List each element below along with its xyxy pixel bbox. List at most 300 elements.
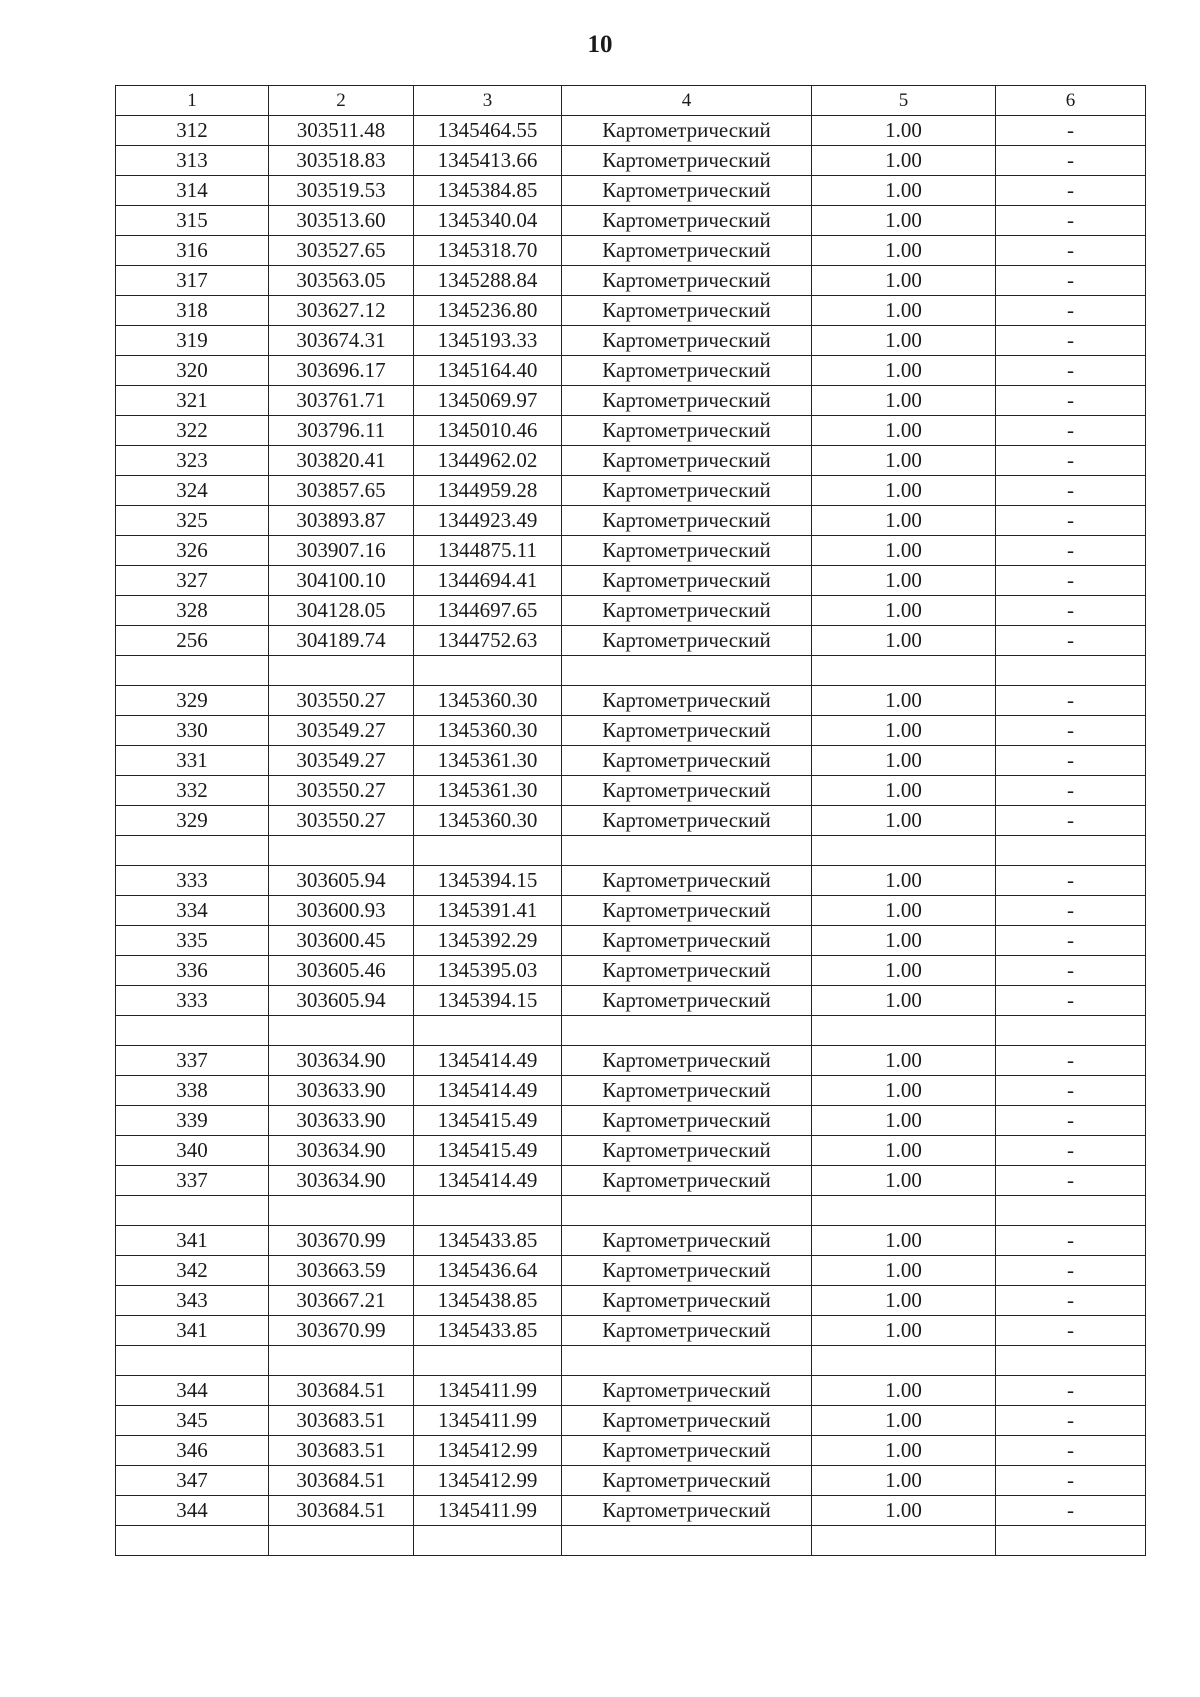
table-cell: 345: [116, 1406, 269, 1436]
table-cell: 316: [116, 236, 269, 266]
table-cell: Картометрический: [562, 236, 812, 266]
table-cell: 324: [116, 476, 269, 506]
table-cell: 1345193.33: [414, 326, 562, 356]
table-cell: 1.00: [812, 356, 996, 386]
table-cell: Картометрический: [562, 956, 812, 986]
table-cell: [562, 836, 812, 866]
table-row: [116, 1316, 1146, 1346]
table-cell: -: [996, 446, 1146, 476]
table-cell: 315: [116, 206, 269, 236]
table-cell: 303550.27: [269, 776, 414, 806]
table-cell: -: [996, 626, 1146, 656]
table-row: [116, 1106, 1146, 1136]
table-cell: 1345361.30: [414, 776, 562, 806]
table-cell: 325: [116, 506, 269, 536]
table-cell: 344: [116, 1376, 269, 1406]
table-cell: 303683.51: [269, 1406, 414, 1436]
table-cell: [269, 836, 414, 866]
table-cell: 303670.99: [269, 1316, 414, 1346]
table-row: [116, 596, 1146, 626]
table-cell: 1.00: [812, 1286, 996, 1316]
table-cell: 1.00: [812, 1106, 996, 1136]
table-cell: 1345414.49: [414, 1046, 562, 1076]
table-cell: 1.00: [812, 926, 996, 956]
table-cell: [812, 1526, 996, 1556]
table-cell: 1.00: [812, 326, 996, 356]
table-cell: 1.00: [812, 176, 996, 206]
table-cell: -: [996, 1226, 1146, 1256]
table-cell: 1345433.85: [414, 1226, 562, 1256]
table-cell: Картометрический: [562, 326, 812, 356]
table-cell: 333: [116, 986, 269, 1016]
table-cell: 317: [116, 266, 269, 296]
table-cell: 1.00: [812, 1376, 996, 1406]
table-cell: 1.00: [812, 596, 996, 626]
table-cell: -: [996, 1286, 1146, 1316]
table-cell: -: [996, 1166, 1146, 1196]
table-cell: 1.00: [812, 896, 996, 926]
table-row: [116, 476, 1146, 506]
table-cell: 1345361.30: [414, 746, 562, 776]
table-cell: [269, 1346, 414, 1376]
table-cell: 1.00: [812, 116, 996, 146]
table-cell: 1345412.99: [414, 1466, 562, 1496]
table-cell: Картометрический: [562, 746, 812, 776]
table-cell: 338: [116, 1076, 269, 1106]
table-cell: Картометрический: [562, 1376, 812, 1406]
table-cell: 1.00: [812, 1406, 996, 1436]
table-row: [116, 1436, 1146, 1466]
table-cell: 312: [116, 116, 269, 146]
table-cell: 330: [116, 716, 269, 746]
table-cell: 335: [116, 926, 269, 956]
table-row: [116, 1466, 1146, 1496]
table-cell: 323: [116, 446, 269, 476]
table-row: [116, 806, 1146, 836]
table-row: [116, 146, 1146, 176]
table-cell: -: [996, 536, 1146, 566]
table-cell: 303527.65: [269, 236, 414, 266]
table-cell: 1345392.29: [414, 926, 562, 956]
coordinates-table: [115, 85, 1146, 1556]
table-cell: 303511.48: [269, 116, 414, 146]
table-cell: -: [996, 296, 1146, 326]
table-cell: [996, 656, 1146, 686]
table-cell: 321: [116, 386, 269, 416]
table-cell: Картометрический: [562, 566, 812, 596]
table-cell: 303627.12: [269, 296, 414, 326]
table-cell: 303549.27: [269, 716, 414, 746]
table-cell: -: [996, 776, 1146, 806]
table-cell: -: [996, 1496, 1146, 1526]
table-cell: -: [996, 596, 1146, 626]
table-row: [116, 236, 1146, 266]
table-cell: [414, 1346, 562, 1376]
table-cell: 1345415.49: [414, 1106, 562, 1136]
table-cell: 1.00: [812, 476, 996, 506]
table-cell: 1.00: [812, 746, 996, 776]
table-cell: -: [996, 116, 1146, 146]
table-cell: 303550.27: [269, 806, 414, 836]
table-cell: 1345236.80: [414, 296, 562, 326]
table-cell: 329: [116, 806, 269, 836]
table-cell: 1345010.46: [414, 416, 562, 446]
table-cell: 342: [116, 1256, 269, 1286]
table-cell: 1345411.99: [414, 1406, 562, 1436]
table-cell: -: [996, 1316, 1146, 1346]
table-cell: 1345438.85: [414, 1286, 562, 1316]
table-cell: 1345391.41: [414, 896, 562, 926]
table-row: [116, 1286, 1146, 1316]
table-cell: [996, 1016, 1146, 1046]
table-cell: Картометрический: [562, 866, 812, 896]
table-row: [116, 1046, 1146, 1076]
table-cell: Картометрический: [562, 1316, 812, 1346]
table-cell: [116, 1346, 269, 1376]
table-cell: [562, 1016, 812, 1046]
table-cell: 1345288.84: [414, 266, 562, 296]
table-cell: [812, 656, 996, 686]
table-cell: 1345411.99: [414, 1496, 562, 1526]
table-cell: Картометрический: [562, 356, 812, 386]
table-separator-row: [116, 1196, 1146, 1226]
table-row: [116, 1496, 1146, 1526]
table-cell: 1345411.99: [414, 1376, 562, 1406]
table-cell: 303857.65: [269, 476, 414, 506]
table-cell: 303684.51: [269, 1376, 414, 1406]
table-row: [116, 866, 1146, 896]
table-cell: [996, 1346, 1146, 1376]
table-cell: 1345360.30: [414, 716, 562, 746]
table-cell: 303550.27: [269, 686, 414, 716]
table-cell: [812, 1016, 996, 1046]
table-row: [116, 776, 1146, 806]
table-cell: 1345433.85: [414, 1316, 562, 1346]
table-cell: -: [996, 1376, 1146, 1406]
table-cell: 303696.17: [269, 356, 414, 386]
table-cell: [269, 1196, 414, 1226]
table-row: [116, 536, 1146, 566]
table-cell: 341: [116, 1316, 269, 1346]
table-cell: [116, 1016, 269, 1046]
table-cell: Картометрический: [562, 1436, 812, 1466]
table-cell: 1345413.66: [414, 146, 562, 176]
table-cell: 328: [116, 596, 269, 626]
table-cell: [269, 1016, 414, 1046]
table-cell: 1345318.70: [414, 236, 562, 266]
table-cell: -: [996, 326, 1146, 356]
table-cell: -: [996, 386, 1146, 416]
table-cell: 303563.05: [269, 266, 414, 296]
table-cell: [562, 1196, 812, 1226]
table-cell: [996, 1196, 1146, 1226]
column-header: 5: [812, 86, 996, 116]
table-cell: 303684.51: [269, 1496, 414, 1526]
table-cell: Картометрический: [562, 416, 812, 446]
table-cell: -: [996, 206, 1146, 236]
table-cell: 303796.11: [269, 416, 414, 446]
table-cell: 303893.87: [269, 506, 414, 536]
table-cell: 344: [116, 1496, 269, 1526]
table-cell: 303674.31: [269, 326, 414, 356]
table-cell: 303634.90: [269, 1136, 414, 1166]
table-cell: Картометрический: [562, 476, 812, 506]
table-cell: 331: [116, 746, 269, 776]
table-cell: 339: [116, 1106, 269, 1136]
table-row: [116, 116, 1146, 146]
column-header: 3: [414, 86, 562, 116]
table-cell: -: [996, 806, 1146, 836]
table-cell: 303519.53: [269, 176, 414, 206]
table-row: [116, 686, 1146, 716]
table-cell: -: [996, 1256, 1146, 1286]
table-cell: 303683.51: [269, 1436, 414, 1466]
table-cell: Картометрический: [562, 986, 812, 1016]
table-row: [116, 1406, 1146, 1436]
table-cell: 303633.90: [269, 1106, 414, 1136]
table-cell: -: [996, 146, 1146, 176]
table-cell: Картометрический: [562, 1106, 812, 1136]
table-row: [116, 506, 1146, 536]
table-cell: -: [996, 506, 1146, 536]
table-cell: 1344875.11: [414, 536, 562, 566]
table-cell: 1.00: [812, 1256, 996, 1286]
table-row: [116, 896, 1146, 926]
table-cell: [116, 836, 269, 866]
table-cell: 1.00: [812, 1166, 996, 1196]
table-cell: [116, 1526, 269, 1556]
table-cell: 329: [116, 686, 269, 716]
table-cell: 1344959.28: [414, 476, 562, 506]
table-cell: 322: [116, 416, 269, 446]
table-cell: Картометрический: [562, 386, 812, 416]
table-cell: -: [996, 956, 1146, 986]
table-separator-row: [116, 1016, 1146, 1046]
table-cell: [996, 836, 1146, 866]
table-cell: 341: [116, 1226, 269, 1256]
table-cell: 304128.05: [269, 596, 414, 626]
table-separator-row: [116, 836, 1146, 866]
table-cell: -: [996, 236, 1146, 266]
table-cell: -: [996, 1046, 1146, 1076]
table-cell: 1.00: [812, 1046, 996, 1076]
table-cell: 303663.59: [269, 1256, 414, 1286]
table-cell: 1345436.64: [414, 1256, 562, 1286]
table-cell: 1.00: [812, 866, 996, 896]
table-cell: Картометрический: [562, 1496, 812, 1526]
table-cell: 1345069.97: [414, 386, 562, 416]
page-number: 10: [587, 31, 613, 58]
table-row: [116, 1136, 1146, 1166]
table-cell: Картометрический: [562, 146, 812, 176]
table-cell: Картометрический: [562, 926, 812, 956]
table-row: [116, 566, 1146, 596]
table-cell: -: [996, 356, 1146, 386]
table-cell: 332: [116, 776, 269, 806]
table-row: [116, 1226, 1146, 1256]
table-row: [116, 746, 1146, 776]
table-cell: 314: [116, 176, 269, 206]
table-row: [116, 446, 1146, 476]
table-cell: [116, 656, 269, 686]
table-cell: 303513.60: [269, 206, 414, 236]
table-row: [116, 926, 1146, 956]
table-cell: 318: [116, 296, 269, 326]
table-cell: -: [996, 1106, 1146, 1136]
table-cell: -: [996, 176, 1146, 206]
table-cell: 336: [116, 956, 269, 986]
table-cell: 1.00: [812, 206, 996, 236]
table-cell: 303634.90: [269, 1046, 414, 1076]
table-cell: 326: [116, 536, 269, 566]
table-cell: 303761.71: [269, 386, 414, 416]
table-cell: Картометрический: [562, 1466, 812, 1496]
table-cell: Картометрический: [562, 716, 812, 746]
table-cell: 340: [116, 1136, 269, 1166]
table-cell: -: [996, 266, 1146, 296]
table-cell: 1345340.04: [414, 206, 562, 236]
table-cell: -: [996, 416, 1146, 446]
table-cell: Картометрический: [562, 206, 812, 236]
table-cell: 303605.94: [269, 986, 414, 1016]
table-row: [116, 356, 1146, 386]
table-cell: Картометрический: [562, 536, 812, 566]
table-cell: 1.00: [812, 1466, 996, 1496]
table-separator-row: [116, 1346, 1146, 1376]
table-cell: 303605.46: [269, 956, 414, 986]
table-header-row: [116, 86, 1146, 116]
table-cell: 1.00: [812, 1316, 996, 1346]
table-cell: 256: [116, 626, 269, 656]
column-header: 6: [996, 86, 1146, 116]
table-cell: Картометрический: [562, 596, 812, 626]
table-cell: 1.00: [812, 1226, 996, 1256]
table-cell: [269, 1526, 414, 1556]
table-cell: 304189.74: [269, 626, 414, 656]
table-cell: 1.00: [812, 686, 996, 716]
table-cell: 1345395.03: [414, 956, 562, 986]
table-cell: 303600.45: [269, 926, 414, 956]
table-cell: 1344752.63: [414, 626, 562, 656]
table-cell: [812, 1196, 996, 1226]
table-cell: 337: [116, 1166, 269, 1196]
table-cell: 1.00: [812, 416, 996, 446]
table-cell: Картометрический: [562, 1046, 812, 1076]
table-row: [116, 296, 1146, 326]
table-cell: -: [996, 926, 1146, 956]
table-cell: 333: [116, 866, 269, 896]
table-cell: -: [996, 476, 1146, 506]
table-row: [116, 176, 1146, 206]
table-cell: Картометрический: [562, 776, 812, 806]
table-cell: 303907.16: [269, 536, 414, 566]
table-cell: 334: [116, 896, 269, 926]
table-cell: [812, 1346, 996, 1376]
table-cell: 1.00: [812, 506, 996, 536]
table-cell: Картометрический: [562, 1256, 812, 1286]
table-row: [116, 416, 1146, 446]
table-row: [116, 1166, 1146, 1196]
table-cell: 303667.21: [269, 1286, 414, 1316]
table-cell: 303670.99: [269, 1226, 414, 1256]
table-cell: [812, 836, 996, 866]
table-cell: 1.00: [812, 266, 996, 296]
table-cell: 1.00: [812, 146, 996, 176]
table-cell: -: [996, 1466, 1146, 1496]
table-cell: 1.00: [812, 1136, 996, 1166]
table-cell: -: [996, 986, 1146, 1016]
table-cell: Картометрический: [562, 686, 812, 716]
table-cell: Картометрический: [562, 176, 812, 206]
table-cell: 1.00: [812, 296, 996, 326]
table-cell: Картометрический: [562, 506, 812, 536]
table-cell: [269, 656, 414, 686]
table-cell: [562, 656, 812, 686]
table-cell: 1345464.55: [414, 116, 562, 146]
table-cell: 303518.83: [269, 146, 414, 176]
table-cell: 1.00: [812, 1496, 996, 1526]
table-cell: -: [996, 746, 1146, 776]
table-cell: 303633.90: [269, 1076, 414, 1106]
table-cell: [116, 1196, 269, 1226]
table-cell: 1.00: [812, 716, 996, 746]
table-cell: Картометрический: [562, 896, 812, 926]
table-cell: 1.00: [812, 1076, 996, 1106]
table-cell: 337: [116, 1046, 269, 1076]
table-cell: -: [996, 716, 1146, 746]
table-cell: 303605.94: [269, 866, 414, 896]
table-cell: 1345164.40: [414, 356, 562, 386]
table-cell: 304100.10: [269, 566, 414, 596]
table-cell: Картометрический: [562, 1166, 812, 1196]
table-cell: 1345415.49: [414, 1136, 562, 1166]
table-cell: [414, 836, 562, 866]
table-cell: 1.00: [812, 776, 996, 806]
table-cell: 1.00: [812, 446, 996, 476]
table-cell: 1.00: [812, 236, 996, 266]
table-cell: 347: [116, 1466, 269, 1496]
table-cell: Картометрический: [562, 1076, 812, 1106]
table-row: [116, 986, 1146, 1016]
table-cell: 1345414.49: [414, 1076, 562, 1106]
table-cell: 1345394.15: [414, 986, 562, 1016]
table-cell: 1344962.02: [414, 446, 562, 476]
table-cell: 320: [116, 356, 269, 386]
table-cell: -: [996, 566, 1146, 596]
table-cell: -: [996, 1136, 1146, 1166]
table-cell: 1.00: [812, 956, 996, 986]
table-row: [116, 386, 1146, 416]
table-cell: Картометрический: [562, 1136, 812, 1166]
column-header: 1: [116, 86, 269, 116]
table-cell: 1345394.15: [414, 866, 562, 896]
table-cell: [414, 1016, 562, 1046]
table-row: [116, 956, 1146, 986]
table-row: [116, 1256, 1146, 1286]
table-cell: Картометрический: [562, 116, 812, 146]
table-cell: [562, 1526, 812, 1556]
table-cell: 1345412.99: [414, 1436, 562, 1466]
table-cell: 313: [116, 146, 269, 176]
table-cell: 1.00: [812, 626, 996, 656]
table-body: [116, 86, 1146, 1556]
table-cell: -: [996, 1406, 1146, 1436]
table-cell: Картометрический: [562, 626, 812, 656]
table-cell: 1345414.49: [414, 1166, 562, 1196]
table-cell: [562, 1346, 812, 1376]
table-cell: Картометрический: [562, 446, 812, 476]
table-cell: Картометрический: [562, 266, 812, 296]
